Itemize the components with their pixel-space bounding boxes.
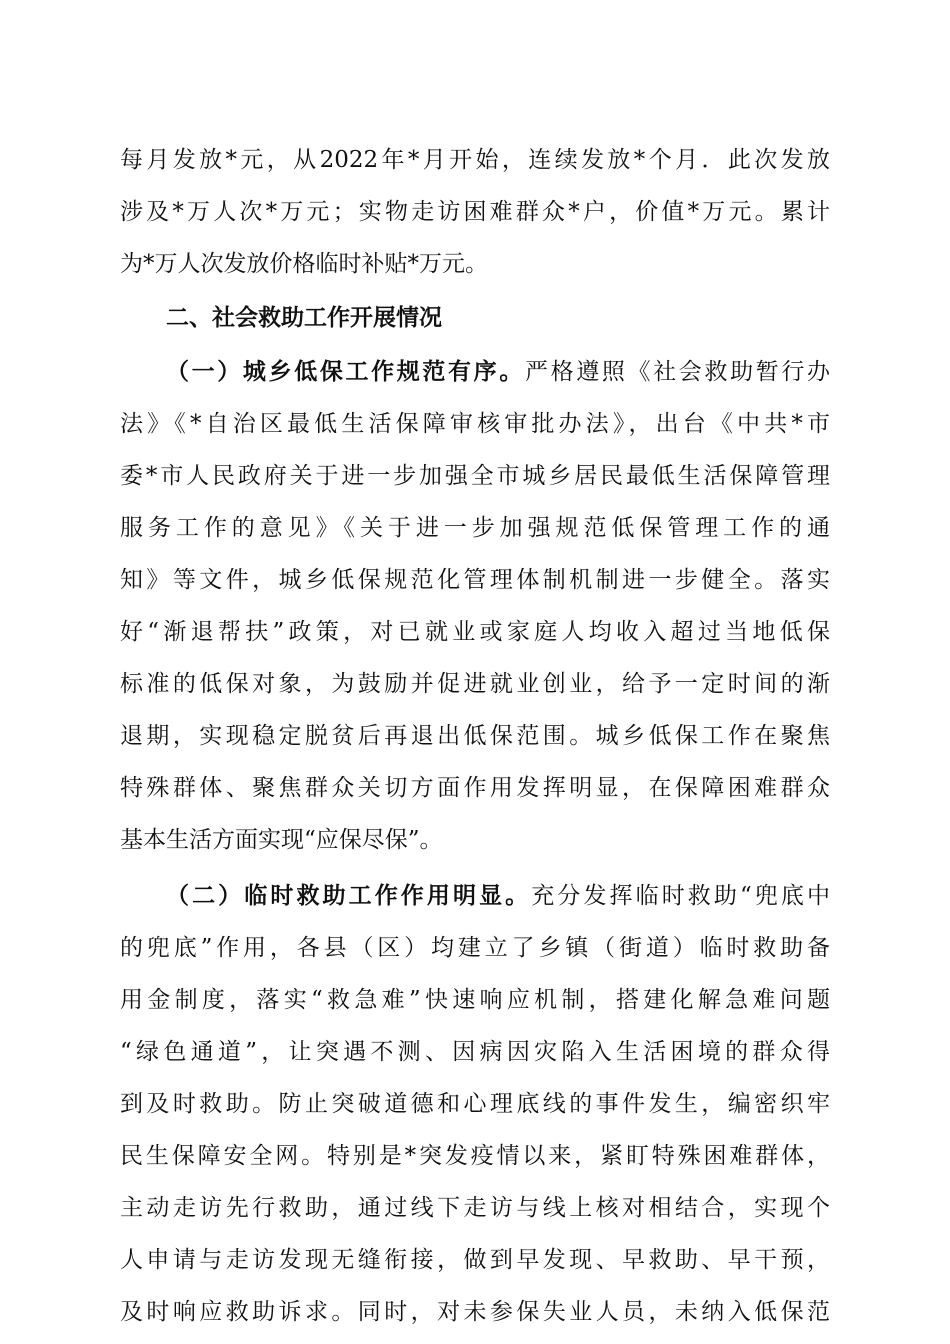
paragraph-2-first-line-rest: 充分发挥临时救助“兜底中 [531, 883, 830, 909]
paragraph-1-line: 基本生活方面实现“应保尽保”。 [120, 827, 443, 853]
paragraph-2-first-line [166, 876, 830, 916]
paragraph-1-first-line-rest: 严格遵照《社会救助暂行办 [524, 359, 830, 385]
paragraph-2-line: “绿色通道”，让突遇不测、因病因灾陷入生活困境的群众得 [120, 1039, 830, 1065]
paragraph-2-line: 民生保障安全网。特别是*突发疫情以来，紧盯特殊困难群体， [120, 1143, 830, 1169]
intro-line-3: 为*万人次发放价格临时补贴*万元。 [120, 251, 488, 277]
paragraph-2-line: 主动走访先行救助，通过线下走访与线上核对相结合，实现个 [120, 1195, 830, 1221]
paragraph-1-title: （一）城乡低保工作规范有序。 [166, 359, 525, 385]
section-heading: 二、社会救助工作开展情况 [166, 305, 442, 331]
paragraph-1-line: 知》等文件，城乡低保规范化管理体制机制进一步健全。落实 [120, 567, 830, 593]
paragraph-2-line: 及时响应救助诉求。同时，对未参保失业人员，未纳入低保范 [120, 1299, 830, 1325]
paragraph-1-line: 法》《*自治区最低生活保障审核审批办法》，出台《中共*市 [120, 411, 830, 437]
paragraph-2-line: 到及时救助。防止突破道德和心理底线的事件发生，编密织牢 [120, 1091, 830, 1117]
paragraph-1-line: 好“渐退帮扶”政策，对已就业或家庭人均收入超过当地低保 [120, 619, 830, 645]
paragraph-1-line: 服务工作的意见》《关于进一步加强规范低保管理工作的通 [120, 515, 830, 541]
intro-line-1: 每月发放*元，从2022年*月开始，连续发放*个月．此次发放 [120, 147, 830, 173]
paragraph-1-line: 委*市人民政府关于进一步加强全市城乡居民最低生活保障管理 [120, 463, 830, 489]
paragraph-1-first-line [166, 352, 830, 392]
paragraph-2-line: 用金制度，落实“救急难”快速响应机制，搭建化解急难问题 [120, 987, 830, 1013]
paragraph-1-line: 标准的低保对象，为鼓励并促进就业创业，给予一定时间的渐 [120, 671, 830, 697]
paragraph-2-title: （二）临时救助工作作用明显。 [166, 883, 532, 909]
paragraph-2-line: 人申请与走访发现无缝衔接，做到早发现、早救助、早干预， [120, 1247, 830, 1273]
paragraph-1-line: 特殊群体、聚焦群众关切方面作用发挥明显，在保障困难群众 [120, 775, 830, 801]
paragraph-2-line: 的兜底”作用，各县（区）均建立了乡镇（街道）临时救助备 [120, 935, 830, 961]
paragraph-1-line: 退期，实现稳定脱贫后再退出低保范围。城乡低保工作在聚焦 [120, 723, 830, 749]
intro-line-2: 涉及*万人次*万元；实物走访困难群众*户，价值*万元。累计 [120, 199, 830, 225]
